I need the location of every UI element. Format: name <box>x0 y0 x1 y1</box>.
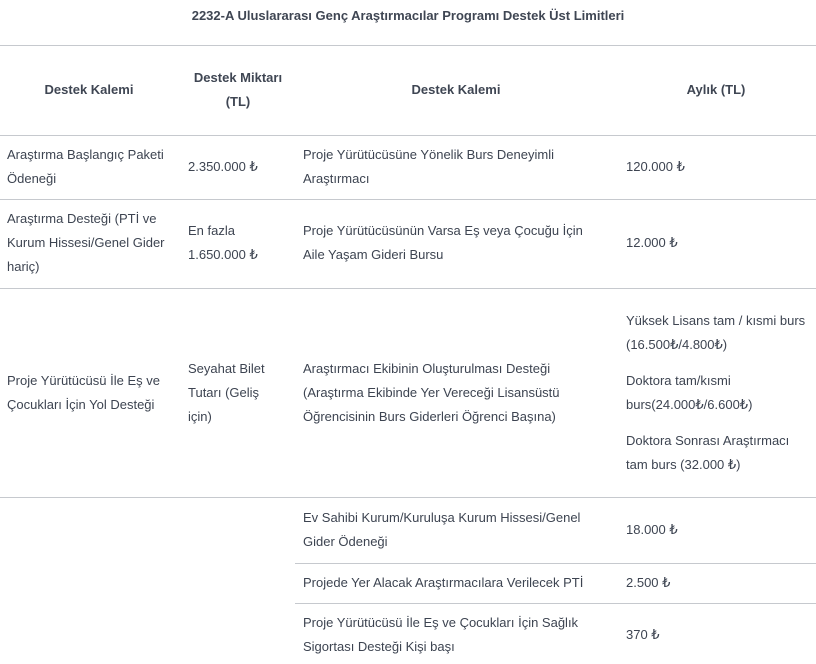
rule-row-5 <box>295 603 816 604</box>
header-destek-miktari: Destek Miktarı (TL) <box>193 70 283 109</box>
aylik-doktora: Doktora tam/kısmi burs(24.000₺/6.600₺) <box>626 373 753 412</box>
row-1-left-amount: 2.350.000 ₺ <box>188 159 258 174</box>
row-5-right-item: Projede Yer Alacak Araştırmacılara Verilecek PTİ <box>303 575 584 590</box>
rule-header <box>0 135 816 136</box>
rule-row-2 <box>0 288 816 289</box>
row-2-right-item: Proje Yürütücüsünün Varsa Eş veya Çocuğu İçin Aile Yaşam Gideri Bursu <box>303 223 583 262</box>
row-3-left-amount: Seyahat Bilet Tutarı (Geliş için) <box>188 361 265 424</box>
row-2-left-amount: En fazla 1.650.000 ₺ <box>188 223 258 262</box>
row-2-right-amount: 12.000 ₺ <box>626 235 678 250</box>
row-1-left-item: Araştırma Başlangıç Paketi Ödeneği <box>7 147 164 186</box>
row-1-right-amount: 120.000 ₺ <box>626 159 685 174</box>
row-1-right-item: Proje Yürütücüsüne Yönelik Burs Deneyimli Araştırmacı <box>303 147 554 186</box>
rule-row-1 <box>0 199 816 200</box>
row-4-right-item: Ev Sahibi Kurum/Kuruluşa Kurum Hissesi/Genel Gider Ödeneği <box>303 510 581 549</box>
header-destek-kalemi-left: Destek Kalemi <box>44 82 134 97</box>
rule-row-4 <box>295 563 816 564</box>
rule-top <box>0 45 816 46</box>
row-4-right-amount: 18.000 ₺ <box>626 522 678 537</box>
header-destek-kalemi-right: Destek Kalemi <box>411 82 501 97</box>
aylik-doktora-sonrasi: Doktora Sonrası Araştırmacı tam burs (32.000 ₺) <box>626 433 790 472</box>
rule-row-3 <box>0 497 816 498</box>
row-6-right-item: Proje Yürütücüsü İle Eş ve Çocukları İçin Sağlık Sigortası Desteği Kişi başı <box>303 615 579 654</box>
row-3-right-item: Araştırmacı Ekibinin Oluşturulması Desteği (Araştırma Ekibinde Yer Vereceği Lisansüstü Öğrencisinin Burs Giderleri Öğrenci Başına) <box>303 361 560 424</box>
row-6-right-amount: 370 ₺ <box>626 627 660 642</box>
row-5-right-amount: 2.500 ₺ <box>626 575 671 590</box>
row-3-left-item: Proje Yürütücüsü İle Eş ve Çocukları İçin Yol Desteği <box>7 373 160 412</box>
row-2-left-item: Araştırma Desteği (PTİ ve Kurum Hissesi/Genel Gider hariç) <box>7 211 165 274</box>
aylik-yuksek-lisans: Yüksek Lisans tam / kısmi burs (16.500₺/4.800₺) <box>626 313 806 352</box>
row-3-right-amount-list <box>626 309 806 477</box>
page-title: 2232-A Uluslararası Genç Araştırmacılar Programı Destek Üst Limitleri <box>191 8 625 23</box>
header-aylik: Aylık (TL) <box>686 82 746 97</box>
